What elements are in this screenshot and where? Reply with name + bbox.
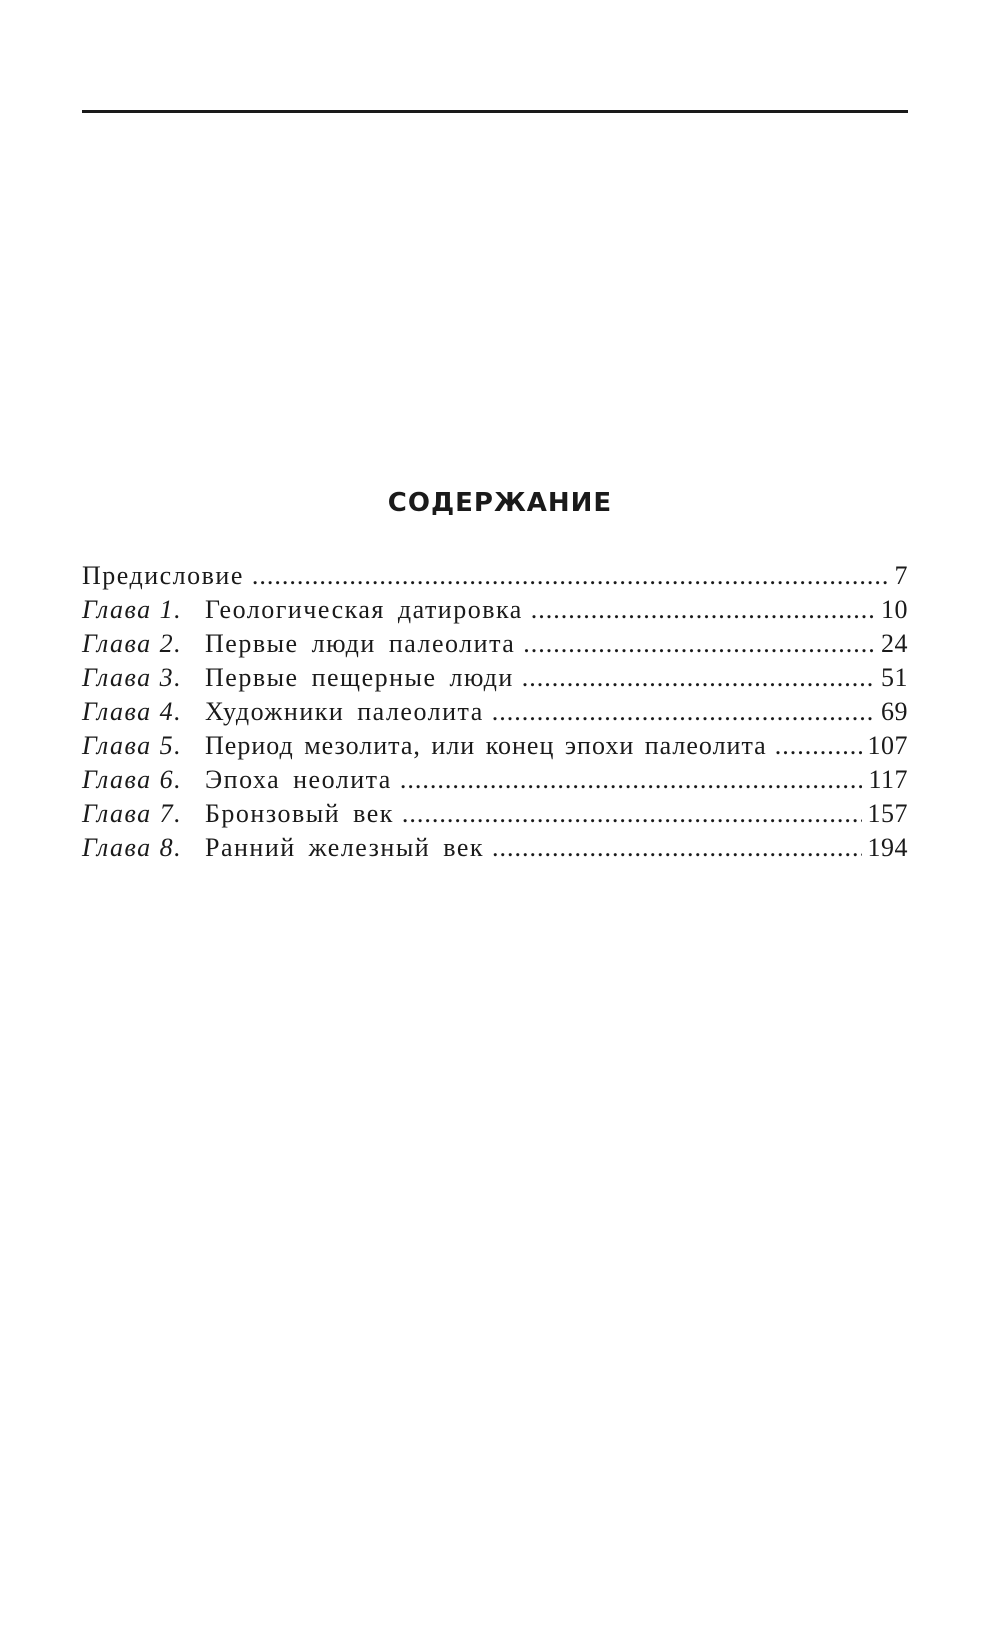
toc-page-number: 117	[868, 765, 908, 794]
toc-entry-title: Первые люди палеолита	[205, 629, 516, 658]
toc-chapter-label: Глава 3.	[82, 663, 183, 692]
toc-chapter-label: Глава 2.	[82, 629, 183, 658]
dot-leader	[775, 729, 862, 763]
dot-leader	[522, 661, 875, 695]
toc-chapter-label: Глава 6.	[82, 765, 183, 794]
toc-entry-chapter-4[interactable]	[82, 695, 908, 729]
toc-entry-title: Эпоха неолита	[205, 765, 392, 794]
toc-chapter-label: Глава 7.	[82, 799, 183, 828]
toc-page-number: 107	[867, 731, 908, 760]
toc-entry-title: Первые пещерные люди	[205, 663, 514, 692]
toc-entry-chapter-5[interactable]	[82, 729, 908, 763]
toc-chapter-label: Глава 1.	[82, 595, 183, 624]
toc-page-number: 24	[881, 629, 908, 658]
header-rule	[82, 110, 908, 113]
table-of-contents	[82, 559, 908, 865]
dot-leader	[492, 831, 861, 865]
toc-entry-chapter-7[interactable]	[82, 797, 908, 831]
toc-entry-title: Художники палеолита	[205, 697, 484, 726]
dot-leader	[492, 695, 875, 729]
toc-page-number: 194	[867, 833, 908, 862]
toc-entry-preface[interactable]	[82, 559, 908, 593]
toc-entry-title: Геологическая датировка	[205, 595, 523, 624]
dot-leader	[523, 627, 875, 661]
toc-page-number: 51	[881, 663, 908, 692]
dot-leader	[252, 559, 889, 593]
toc-entry-title: Ранний железный век	[205, 833, 485, 862]
dot-leader	[402, 797, 862, 831]
toc-chapter-label: Глава 5.	[82, 731, 183, 760]
toc-entry-title: Период мезолита, или конец эпохи палеолита	[205, 731, 767, 760]
dot-leader	[531, 593, 875, 627]
toc-page-number: 10	[881, 595, 908, 624]
toc-entry-title: Предисловие	[82, 561, 244, 590]
toc-page-number: 157	[867, 799, 908, 828]
toc-page-number: 7	[894, 561, 908, 590]
toc-entry-title: Бронзовый век	[205, 799, 394, 828]
toc-heading: СОДЕРЖАНИЕ	[387, 488, 613, 518]
toc-entry-chapter-1[interactable]	[82, 593, 908, 627]
toc-entry-chapter-3[interactable]	[82, 661, 908, 695]
toc-entry-chapter-8[interactable]	[82, 831, 908, 865]
toc-entry-chapter-2[interactable]	[82, 627, 908, 661]
toc-page-number: 69	[881, 697, 908, 726]
toc-chapter-label: Глава 4.	[82, 697, 183, 726]
toc-entry-chapter-6[interactable]	[82, 763, 908, 797]
toc-chapter-label: Глава 8.	[82, 833, 183, 862]
dot-leader	[400, 763, 863, 797]
